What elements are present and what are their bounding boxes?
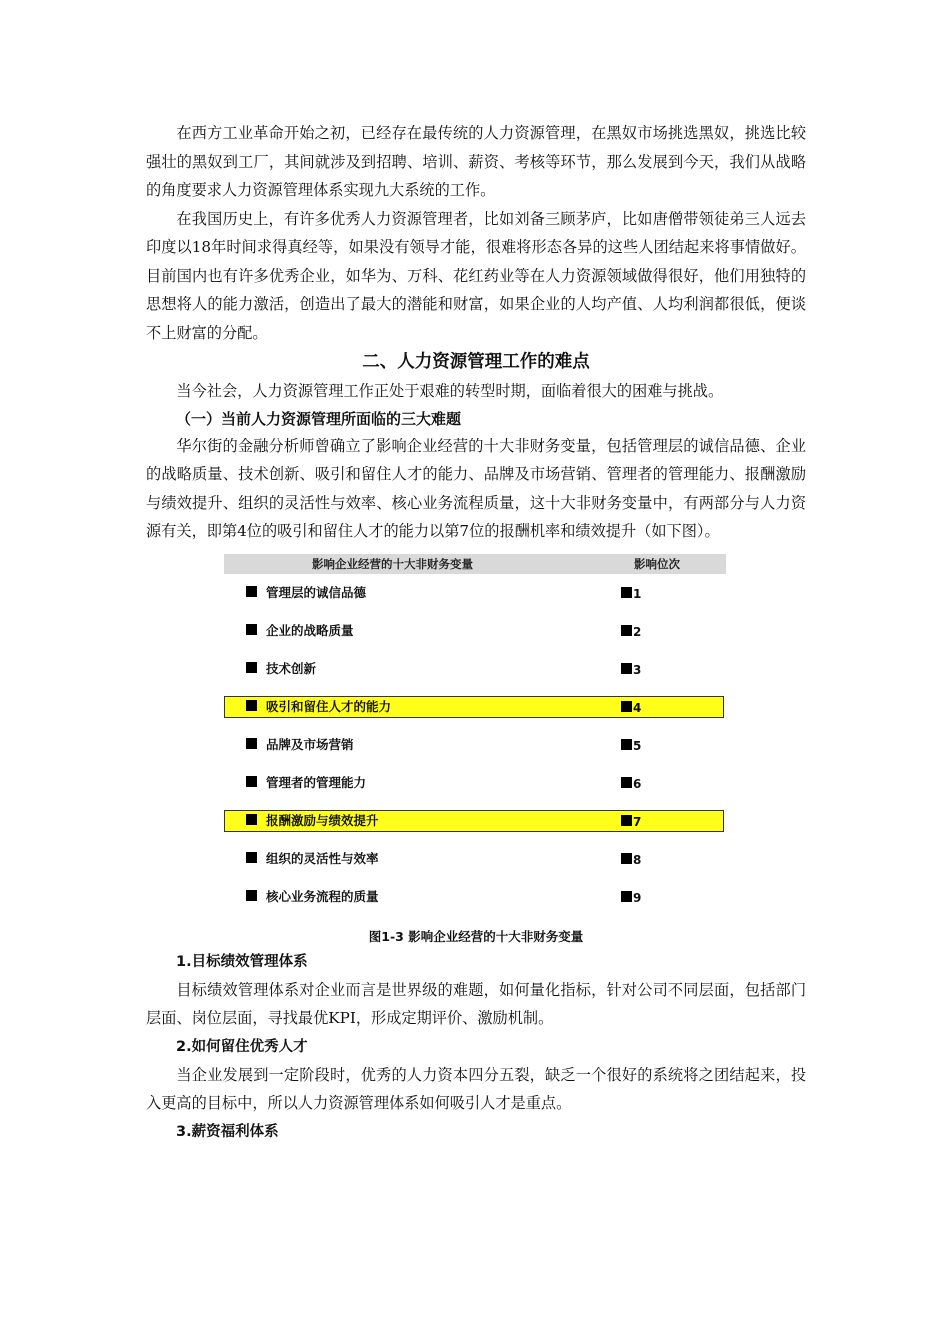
- bullet-square-icon: [246, 700, 257, 711]
- row-rank: 6: [633, 776, 642, 791]
- figure-row: [224, 764, 726, 802]
- row-label: 管理层的诚信品德: [266, 584, 367, 600]
- figure-row: [224, 612, 726, 650]
- row-label: 核心业务流程的质量: [266, 888, 379, 904]
- subsection-paragraph: 华尔街的金融分析师曾确立了影响企业经营的十大非财务变量，包括管理层的诚信品德、企业的战略质量、技术创新、吸引和留住人才的能力、品牌及市场营销、管理者的管理能力、报酬激励与绩效提升、组织的灵活性与效率、核心业务流程质量，这十大非财务变量中，有两部分与人力资源有关，即第4位的吸引和留住人才的能力以第7位的报酬机率和绩效提升（如下图）。: [146, 436, 806, 540]
- rank-square-icon: [621, 625, 632, 636]
- row-rank: 5: [633, 738, 642, 753]
- row-label: 技术创新: [266, 660, 317, 676]
- rank-square-icon: [621, 701, 632, 712]
- bullet-square-icon: [246, 890, 257, 901]
- item-2-paragraph: 当企业发展到一定阶段时，优秀的人力资本四分五裂，缺乏一个很好的系统将之团结起来，投入更高的目标中，所以人力资源管理体系如何吸引人才是重点。: [146, 1065, 806, 1112]
- row-rank: 3: [633, 662, 642, 677]
- figure-ten-variables: [224, 554, 726, 916]
- row-label: 品牌及市场营销: [266, 736, 354, 752]
- figure-row: [224, 878, 726, 916]
- rank-square-icon: [621, 815, 632, 826]
- intro-paragraph-2: 在我国历史上，有许多优秀人力资源管理者，比如刘备三顾茅庐，比如唐僧带领徒弟三人远去印度以18年时间求得真经等，如果没有领导才能，很难将形态各异的这些人团结起来将事情做好。目前国内也有许多优秀企业，如华为、万科、花红药业等在人力资源领域做得很好，他们用独特的思想将人的能力激活，创造出了最大的潜能和财富，如果企业的人均产值、人均利润都很低，便谈不上财富的分配。: [146, 209, 806, 342]
- rank-square-icon: [621, 777, 632, 788]
- item-2-title: 2.如何留住优秀人才: [176, 1038, 308, 1055]
- row-rank: 7: [633, 814, 642, 829]
- row-rank: 1: [633, 586, 642, 601]
- row-label: 报酬激励与绩效提升: [266, 812, 379, 828]
- row-label: 组织的灵活性与效率: [266, 850, 379, 866]
- section-intro: 当今社会，人力资源管理工作正处于艰难的转型时期，面临着很大的困难与挑战。: [176, 382, 724, 400]
- figure-row: [224, 688, 726, 726]
- row-label: 企业的战略质量: [266, 622, 354, 638]
- figure-row: [224, 650, 726, 688]
- rank-square-icon: [621, 853, 632, 864]
- bullet-square-icon: [246, 586, 257, 597]
- item-1-title: 1.目标绩效管理体系: [176, 953, 308, 970]
- item-1-paragraph: 目标绩效管理体系对企业而言是世界级的难题，如何量化指标，针对公司不同层面，包括部门层面、岗位层面，寻找最优KPI，形成定期评价、激励机制。: [146, 980, 806, 1027]
- bullet-square-icon: [246, 852, 257, 863]
- figure-row: [224, 574, 726, 612]
- section-title: 二、人力资源管理工作的难点: [362, 352, 590, 372]
- bullet-square-icon: [246, 776, 257, 787]
- figure-row: [224, 802, 726, 840]
- rank-square-icon: [621, 663, 632, 674]
- figure-caption: 图1-3 影响企业经营的十大非财务变量: [368, 928, 584, 944]
- figure-header-variable: 影响企业经营的十大非财务变量: [312, 556, 473, 571]
- document-page: [146, 119, 806, 1146]
- figure-row: [224, 840, 726, 878]
- bullet-square-icon: [246, 814, 257, 825]
- bullet-square-icon: [246, 738, 257, 749]
- rank-square-icon: [621, 587, 632, 598]
- row-rank: 8: [633, 852, 642, 867]
- row-rank: 9: [633, 890, 642, 905]
- subsection-title: （一）当前人力资源管理所面临的三大难题: [176, 409, 462, 428]
- figure-rows: [224, 574, 726, 916]
- rank-square-icon: [621, 739, 632, 750]
- figure-header-rank: 影响位次: [634, 556, 680, 571]
- figure-header: [224, 554, 726, 574]
- bullet-square-icon: [246, 662, 257, 673]
- row-rank: 4: [633, 700, 642, 715]
- item-3-title: 3.薪资福利体系: [176, 1123, 279, 1140]
- row-rank: 2: [633, 624, 642, 639]
- row-label: 管理者的管理能力: [266, 774, 367, 790]
- row-label: 吸引和留住人才的能力: [266, 698, 392, 714]
- figure-row: [224, 726, 726, 764]
- rank-square-icon: [621, 891, 632, 902]
- intro-paragraph-1: 在西方工业革命开始之初，已经存在最传统的人力资源管理，在黑奴市场挑选黑奴，挑选比较强壮的黑奴到工厂，其间就涉及到招聘、培训、薪资、考核等环节，那么发展到今天，我们从战略的角度要求人力资源管理体系实现九大系统的工作。: [146, 124, 806, 199]
- bullet-square-icon: [246, 624, 257, 635]
